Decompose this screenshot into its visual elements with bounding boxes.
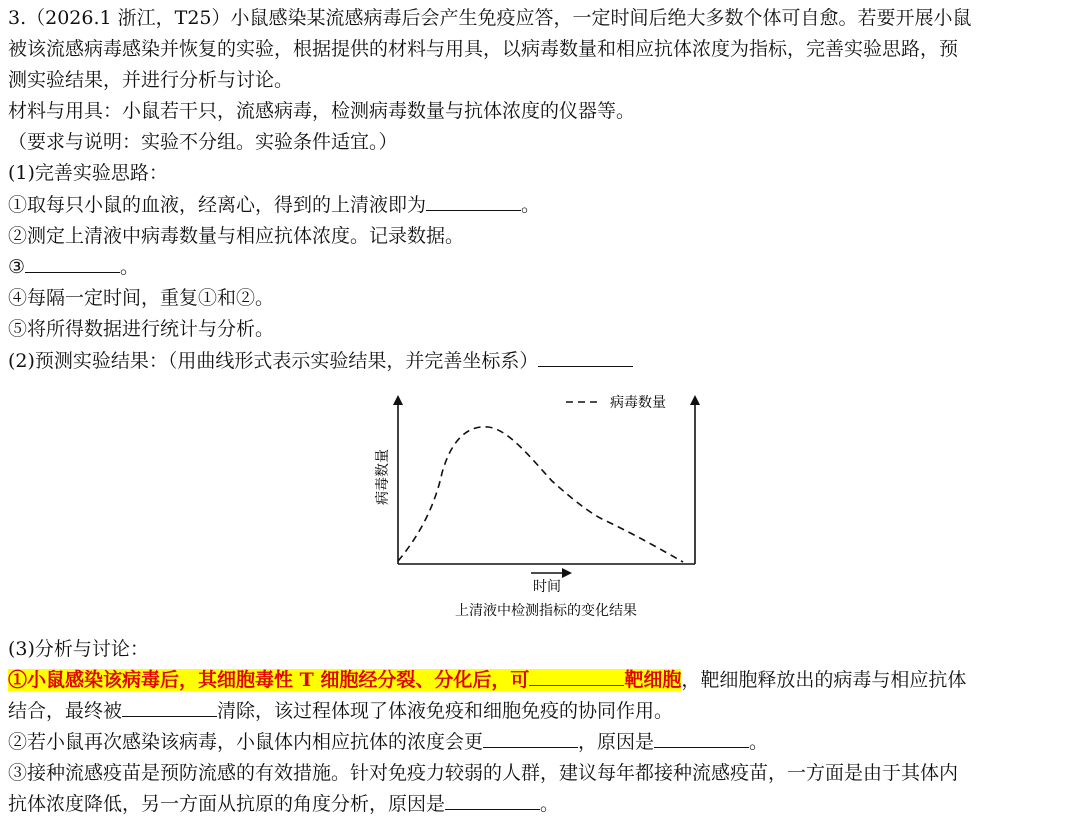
highlighted-question [8,669,681,691]
answer-blank[interactable] [538,348,633,367]
part2-title [8,346,633,376]
answer-blank[interactable] [122,698,217,717]
answer-blank[interactable] [483,729,578,748]
answer-blank[interactable] [529,667,624,686]
intro-line-3: 测实验结果，并进行分析与讨论。 [8,69,294,91]
part2-title-text: (2)预测实验结果：（用曲线形式表示实验结果，并完善坐标系） [8,350,539,372]
discussion-3-line-2 [8,789,559,819]
highlight-text-b: 靶细胞 [624,669,682,691]
step-3 [8,252,139,282]
step-3-text: ③ [8,256,26,278]
answer-blank[interactable] [654,729,749,748]
answer-blank[interactable] [426,192,521,211]
x-axis-label: 时间 [533,579,561,595]
step-2: ②测定上清液中病毒数量与相应抗体浓度。记录数据。 [8,225,465,247]
discussion-2-a: ②若小鼠再次感染该病毒，小鼠体内相应抗体的浓度会更 [8,731,484,753]
intro-line-1: 3.（2026.1 浙江，T25）小鼠感染某流感病毒后会产生免疫应答，一定时间后绝大多数个体可自愈。若要开展小鼠 [8,7,972,29]
y-axis-label: 病毒数量 [375,449,391,505]
discussion-1-line-2 [8,696,673,726]
discussion-3-line2-text: 抗体浓度降低，另一方面从抗原的角度分析，原因是 [8,793,446,815]
period: 。 [120,256,140,278]
answer-blank[interactable] [445,791,540,810]
period: 。 [749,731,769,753]
virus-count-curve [398,427,683,562]
part1-title: (1)完善实验思路： [8,162,168,184]
figure-caption: 上清液中检测指标的变化结果 [455,603,637,619]
legend-label: 病毒数量 [610,395,666,411]
requirements-text: （要求与说明：实验不分组。实验条件适宜。） [8,131,398,153]
highlight-text-a: ①小鼠感染该病毒后，其细胞毒性 T 细胞经分裂、分化后，可 [8,669,530,691]
discussion-1-rest: ，靶细胞释放出的病毒与相应抗体 [681,669,967,691]
step-4: ④每隔一定时间，重复①和②。 [8,287,275,309]
discussion-1-line2-b: 清除，该过程体现了体液免疫和细胞免疫的协同作用。 [217,700,674,722]
materials-text: 材料与用具：小鼠若干只，流感病毒，检测病毒数量与抗体浓度的仪器等。 [8,100,636,122]
result-graph [350,385,710,625]
part3-title: (3)分析与讨论： [8,638,149,660]
period: 。 [540,793,560,815]
discussion-1 [8,665,966,695]
discussion-2 [8,727,768,757]
step-1 [8,190,540,220]
period: 。 [521,194,541,216]
intro-line-2: 被该流感病毒感染并恢复的实验，根据提供的材料与用具，以病毒数量和相应抗体浓度为指标，完善实验思路，预 [8,38,959,60]
step-1-text: ①取每只小鼠的血液，经离心，得到的上清液即为 [8,194,427,216]
discussion-2-b: ，原因是 [578,731,655,753]
discussion-1-line2-a: 结合，最终被 [8,700,123,722]
discussion-3-line-1: ③接种流感疫苗是预防流感的有效措施。针对免疫力较弱的人群，建议每年都接种流感疫苗，一方面是由于其体内 [8,762,959,784]
step-5: ⑤将所得数据进行统计与分析。 [8,318,275,340]
answer-blank[interactable] [25,254,120,273]
